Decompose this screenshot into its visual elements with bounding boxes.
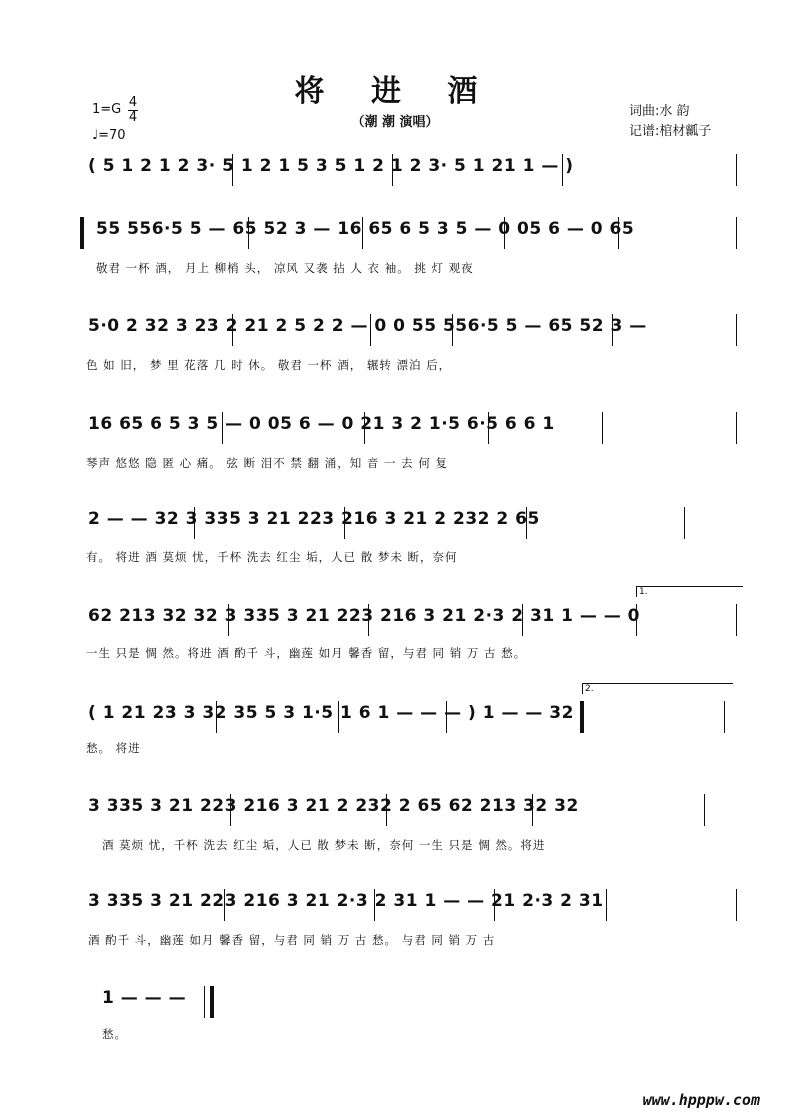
staff-line-9 [80,885,740,929]
volta-first: 1. [636,586,743,597]
lyricist-credit: 词曲:水 韵 [629,104,690,119]
staff-line-1 [80,150,740,194]
time-signature-bottom: 4 [128,110,138,125]
notation: 5·0 2 32 3 23 2 21 2 5 2 2 — 0 0 55 556·5 5 — 65 52 3 — [88,316,647,336]
staff-line-2 [80,213,740,257]
notation: ( 5 1 2 1 2 3· 5 1 2 1 5 3 5 1 2 1 2 3· 5 1 21 1 — ) [88,156,574,176]
notation: 3 335 3 21 223 216 3 21 2·3 2 31 1 — — 21 2·3 2 31 [88,891,604,911]
staff-line-8 [80,790,740,834]
tempo-mark: ♩=70 [92,128,126,143]
notation: 1 — — — [102,988,187,1008]
transcriber-credit: 记谱:棺材瓤子 [629,124,712,139]
staff-line-3 [80,310,740,354]
performer-subtitle: （潮 潮 演唱） [351,115,439,130]
staff-line-4 [80,408,740,452]
notation: 2 — — 32 3 335 3 21 223 216 3 21 2 232 2 65 [88,509,540,529]
staff-line-5 [80,503,740,547]
volta-second: 2. [582,683,733,694]
notation: 62 213 32 32 3 335 3 21 223 216 3 21 2·3 2 31 1 — — 0 [88,606,641,626]
notation: ( 1 21 23 3 32 35 5 3 1·5 1 6 1 — — — ) 1 — — 32 [88,703,574,723]
notation: 55 556·5 5 — 65 52 3 — 16 65 6 5 3 5 — 0 05 6 — 0 65 [96,219,635,239]
time-signature [128,96,138,125]
notation: 3 335 3 21 223 216 3 21 2 232 2 65 62 213 32 32 [88,796,579,816]
staff-line-6 [80,600,740,644]
time-signature-top: 4 [128,95,138,110]
staff-line-10 [80,982,740,1026]
notation: 16 65 6 5 3 5 — 0 05 6 — 0 21 3 2 1·5 6·5 6 6 1 [88,414,555,434]
key-signature: 1=G [92,102,122,117]
song-title: 将 进 酒 [294,74,496,109]
watermark: www.hpppw.com [642,1091,760,1109]
staff-line-7 [80,697,740,741]
